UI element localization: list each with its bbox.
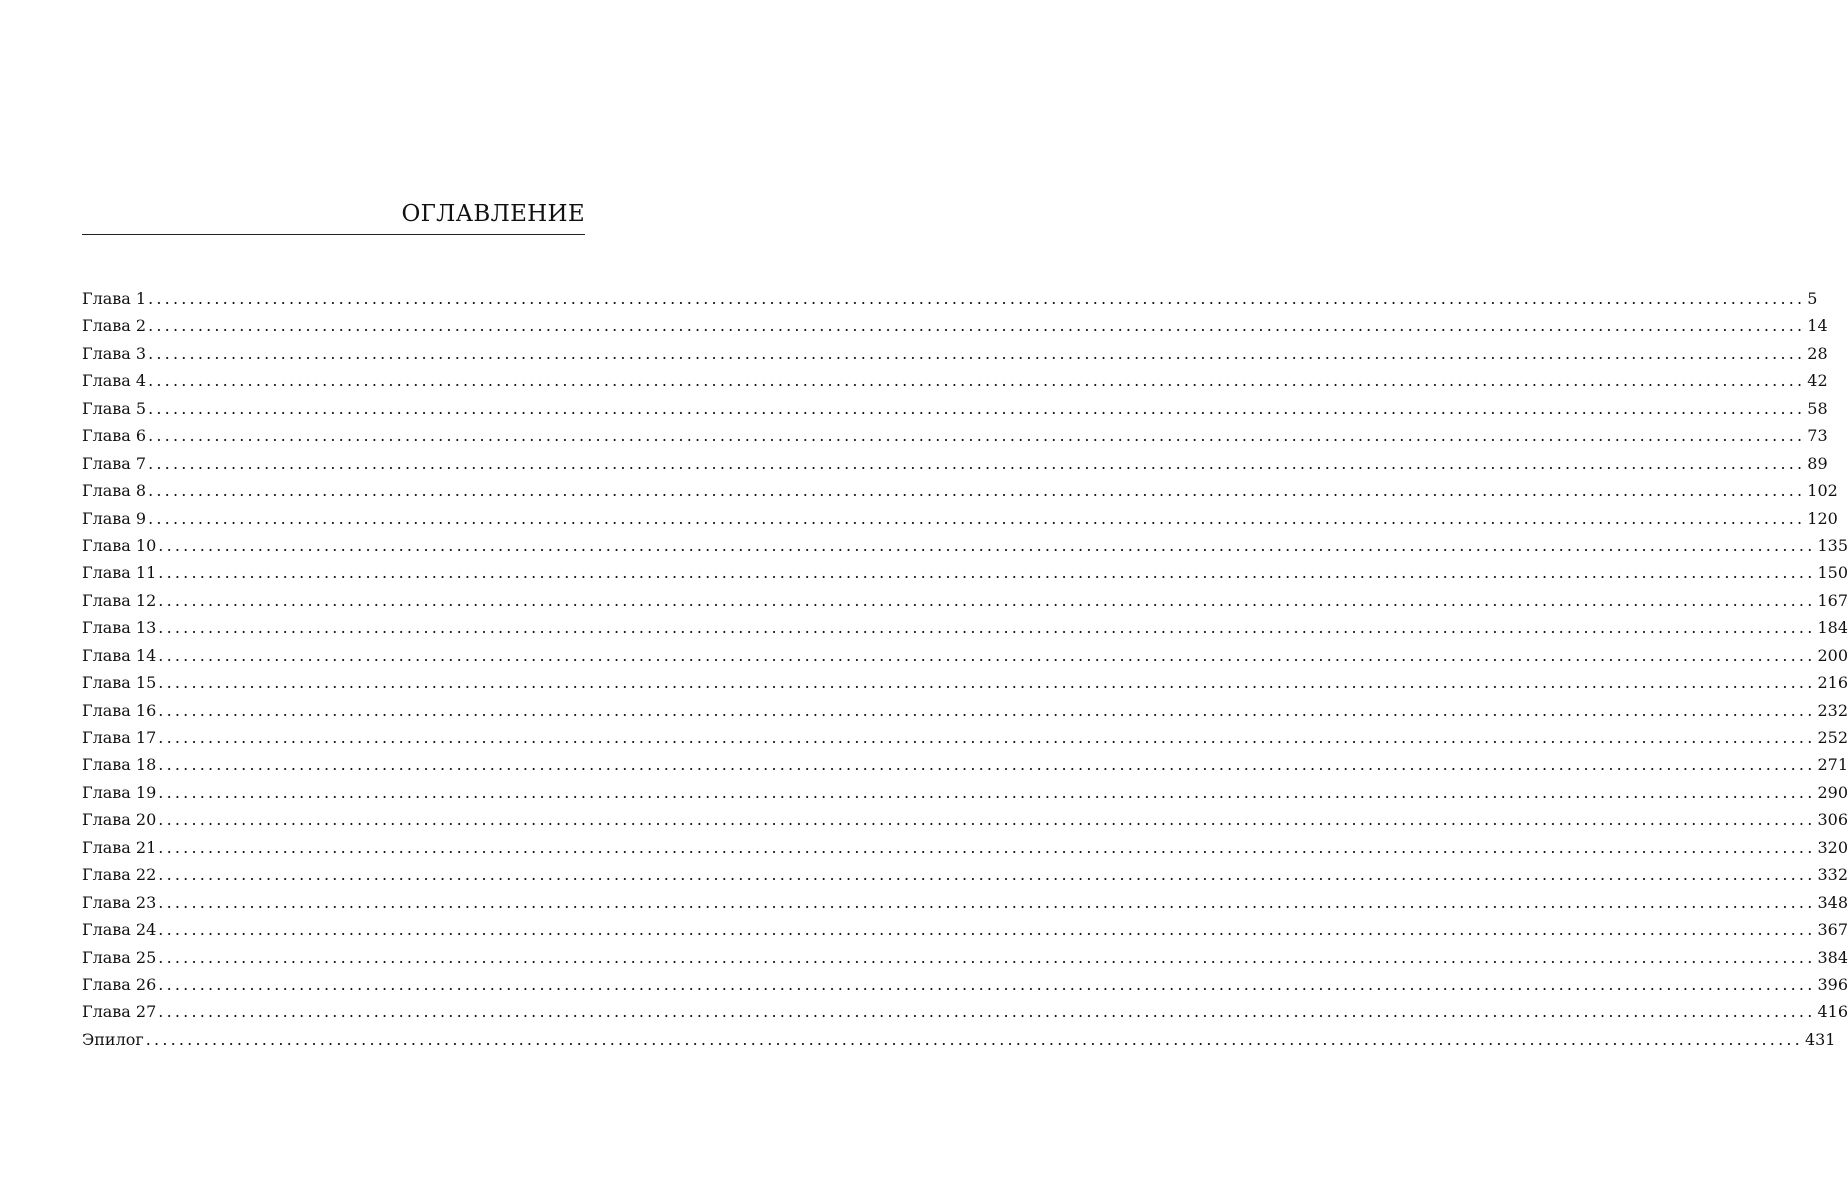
toc-dot-leader: ........................................................................................................................................................................................................ [158, 892, 1816, 912]
toc-dot-leader: ........................................................................................................................................................................................................ [158, 755, 1816, 775]
toc-entry [82, 724, 1848, 751]
toc-dot-leader: ........................................................................................................................................................................................................ [148, 289, 1806, 308]
toc-dot-leader: ........................................................................................................................................................................................................ [158, 865, 1816, 885]
toc-entry [82, 477, 1838, 504]
toc-entry-title: Глава 25 [82, 947, 157, 967]
toc-entry-title: Глава 10 [82, 535, 157, 555]
toc-entry-title: Глава 6 [82, 426, 147, 446]
toc-entry [82, 806, 1848, 833]
toc-dot-leader: ........................................................................................................................................................................................................ [158, 728, 1816, 747]
toc-entry-title: Глава 1 [82, 289, 147, 308]
toc-dot-leader: ........................................................................................................................................................................................................ [158, 563, 1816, 583]
toc-dot-leader: ........................................................................................................................................................................................................ [148, 426, 1806, 446]
toc-entry-title: Глава 5 [82, 398, 147, 418]
toc-entry [82, 587, 1848, 614]
toc-entry-title: Глава 19 [82, 782, 157, 802]
toc-entry [82, 669, 1848, 696]
toc-dot-leader: ........................................................................................................................................................................................................ [148, 398, 1806, 418]
toc-entry-page-number: 42 [1807, 371, 1828, 391]
toc-entry-page-number: 120 [1807, 508, 1838, 528]
toc-entry-title: Глава 2 [82, 316, 147, 336]
toc-entry-title: Глава 15 [82, 673, 157, 693]
toc-entry-page-number: 5 [1807, 289, 1818, 308]
toc-entry-page-number: 320 [1817, 837, 1848, 857]
toc-entry [82, 422, 1828, 449]
toc-entry [82, 834, 1848, 861]
toc-dot-leader: ........................................................................................................................................................................................................ [158, 645, 1816, 665]
toc-entry-page-number: 167 [1817, 590, 1848, 610]
toc-dot-leader: ........................................................................................................................................................................................................ [158, 782, 1816, 802]
toc-entry-title: Глава 4 [82, 371, 147, 391]
toc-entry-page-number: 73 [1807, 426, 1828, 446]
toc-dot-leader: ........................................................................................................................................................................................................ [158, 837, 1816, 857]
toc-entry-title: Глава 24 [82, 920, 157, 940]
toc-entry-title: Глава 22 [82, 865, 157, 885]
toc-entry [82, 697, 1848, 724]
toc-entry [82, 340, 1828, 367]
toc-entry [82, 532, 1848, 559]
toc-dot-leader: ........................................................................................................................................................................................................ [148, 371, 1806, 391]
toc-dot-leader: ........................................................................................................................................................................................................ [148, 316, 1806, 336]
toc-heading: ОГЛАВЛЕНИЕ [401, 201, 585, 227]
toc-entry-page-number: 102 [1807, 481, 1838, 501]
toc-entry-page-number: 252 [1817, 728, 1848, 747]
toc-entry [82, 998, 1848, 1025]
toc-entry [82, 944, 1848, 971]
toc-entry [82, 367, 1828, 394]
toc-entry [82, 450, 1828, 477]
toc-entry-title: Глава 17 [82, 728, 157, 747]
toc-entry-page-number: 431 [1804, 1029, 1836, 1049]
toc-entry-title: Глава 8 [82, 481, 147, 501]
toc-entry-page-number: 14 [1807, 316, 1828, 336]
toc-dot-leader: ........................................................................................................................................................................................................ [158, 673, 1816, 693]
toc-entry-page-number: 367 [1817, 920, 1848, 940]
toc-entry-page-number: 216 [1817, 673, 1848, 693]
toc-dot-leader: ........................................................................................................................................................................................................ [148, 508, 1806, 528]
toc-entry-page-number: 135 [1817, 535, 1848, 555]
toc-entry-title: Глава 9 [82, 508, 147, 528]
toc-entry-title: Глава 27 [82, 1002, 157, 1022]
toc-dot-leader: ........................................................................................................................................................................................................ [158, 700, 1816, 720]
toc-entry-title: Глава 7 [82, 453, 147, 473]
toc-entry-title: Глава 20 [82, 810, 157, 830]
toc-entry-page-number: 348 [1817, 892, 1848, 912]
toc-entry-page-number: 384 [1817, 947, 1848, 967]
toc-entry-title: Глава 21 [82, 837, 157, 857]
heading-rule [82, 234, 585, 235]
toc-entry [82, 559, 1848, 586]
toc-dot-leader: ........................................................................................................................................................................................................ [158, 1002, 1816, 1022]
toc-entry-page-number: 28 [1807, 343, 1828, 363]
toc-entry [82, 861, 1848, 888]
toc-entry [82, 505, 1838, 532]
toc-entry-title: Глава 12 [82, 590, 157, 610]
toc-list [82, 285, 1848, 1053]
toc-entry-title: Глава 26 [82, 974, 157, 994]
toc-entry [82, 751, 1848, 778]
toc-dot-leader: ........................................................................................................................................................................................................ [145, 1029, 1803, 1049]
toc-entry [82, 916, 1848, 943]
toc-entry-page-number: 271 [1817, 755, 1848, 775]
toc-entry-page-number: 290 [1817, 782, 1848, 802]
toc-dot-leader: ........................................................................................................................................................................................................ [148, 481, 1806, 501]
toc-dot-leader: ........................................................................................................................................................................................................ [158, 974, 1816, 994]
toc-entry [82, 971, 1848, 998]
toc-entry-page-number: 232 [1817, 700, 1848, 720]
toc-dot-leader: ........................................................................................................................................................................................................ [158, 947, 1816, 967]
toc-entry-page-number: 200 [1817, 645, 1848, 665]
toc-entry-title: Глава 14 [82, 645, 157, 665]
toc-entry [82, 285, 1818, 312]
toc-dot-leader: ........................................................................................................................................................................................................ [148, 343, 1806, 363]
toc-entry-page-number: 416 [1817, 1002, 1848, 1022]
toc-entry-title: Глава 11 [82, 563, 157, 583]
toc-entry-title: Эпилог [82, 1029, 144, 1049]
toc-entry-page-number: 89 [1807, 453, 1828, 473]
toc-entry-title: Глава 23 [82, 892, 157, 912]
toc-dot-leader: ........................................................................................................................................................................................................ [158, 810, 1816, 830]
toc-entry-page-number: 396 [1817, 974, 1848, 994]
toc-entry-page-number: 58 [1807, 398, 1828, 418]
toc-entry-page-number: 184 [1817, 618, 1848, 638]
toc-entry-title: Глава 18 [82, 755, 157, 775]
toc-entry [82, 1026, 1836, 1053]
toc-dot-leader: ........................................................................................................................................................................................................ [148, 453, 1806, 473]
toc-entry [82, 889, 1848, 916]
toc-entry-page-number: 150 [1817, 563, 1848, 583]
toc-entry [82, 614, 1848, 641]
toc-dot-leader: ........................................................................................................................................................................................................ [158, 590, 1816, 610]
toc-entry-title: Глава 13 [82, 618, 157, 638]
toc-entry-title: Глава 3 [82, 343, 147, 363]
toc-dot-leader: ........................................................................................................................................................................................................ [158, 920, 1816, 940]
toc-entry [82, 779, 1848, 806]
toc-entry-title: Глава 16 [82, 700, 157, 720]
toc-dot-leader: ........................................................................................................................................................................................................ [158, 618, 1816, 638]
toc-dot-leader: ........................................................................................................................................................................................................ [158, 535, 1816, 555]
toc-entry [82, 312, 1828, 339]
toc-entry [82, 642, 1848, 669]
toc-entry-page-number: 332 [1817, 865, 1848, 885]
toc-entry-page-number: 306 [1817, 810, 1848, 830]
toc-entry [82, 395, 1828, 422]
